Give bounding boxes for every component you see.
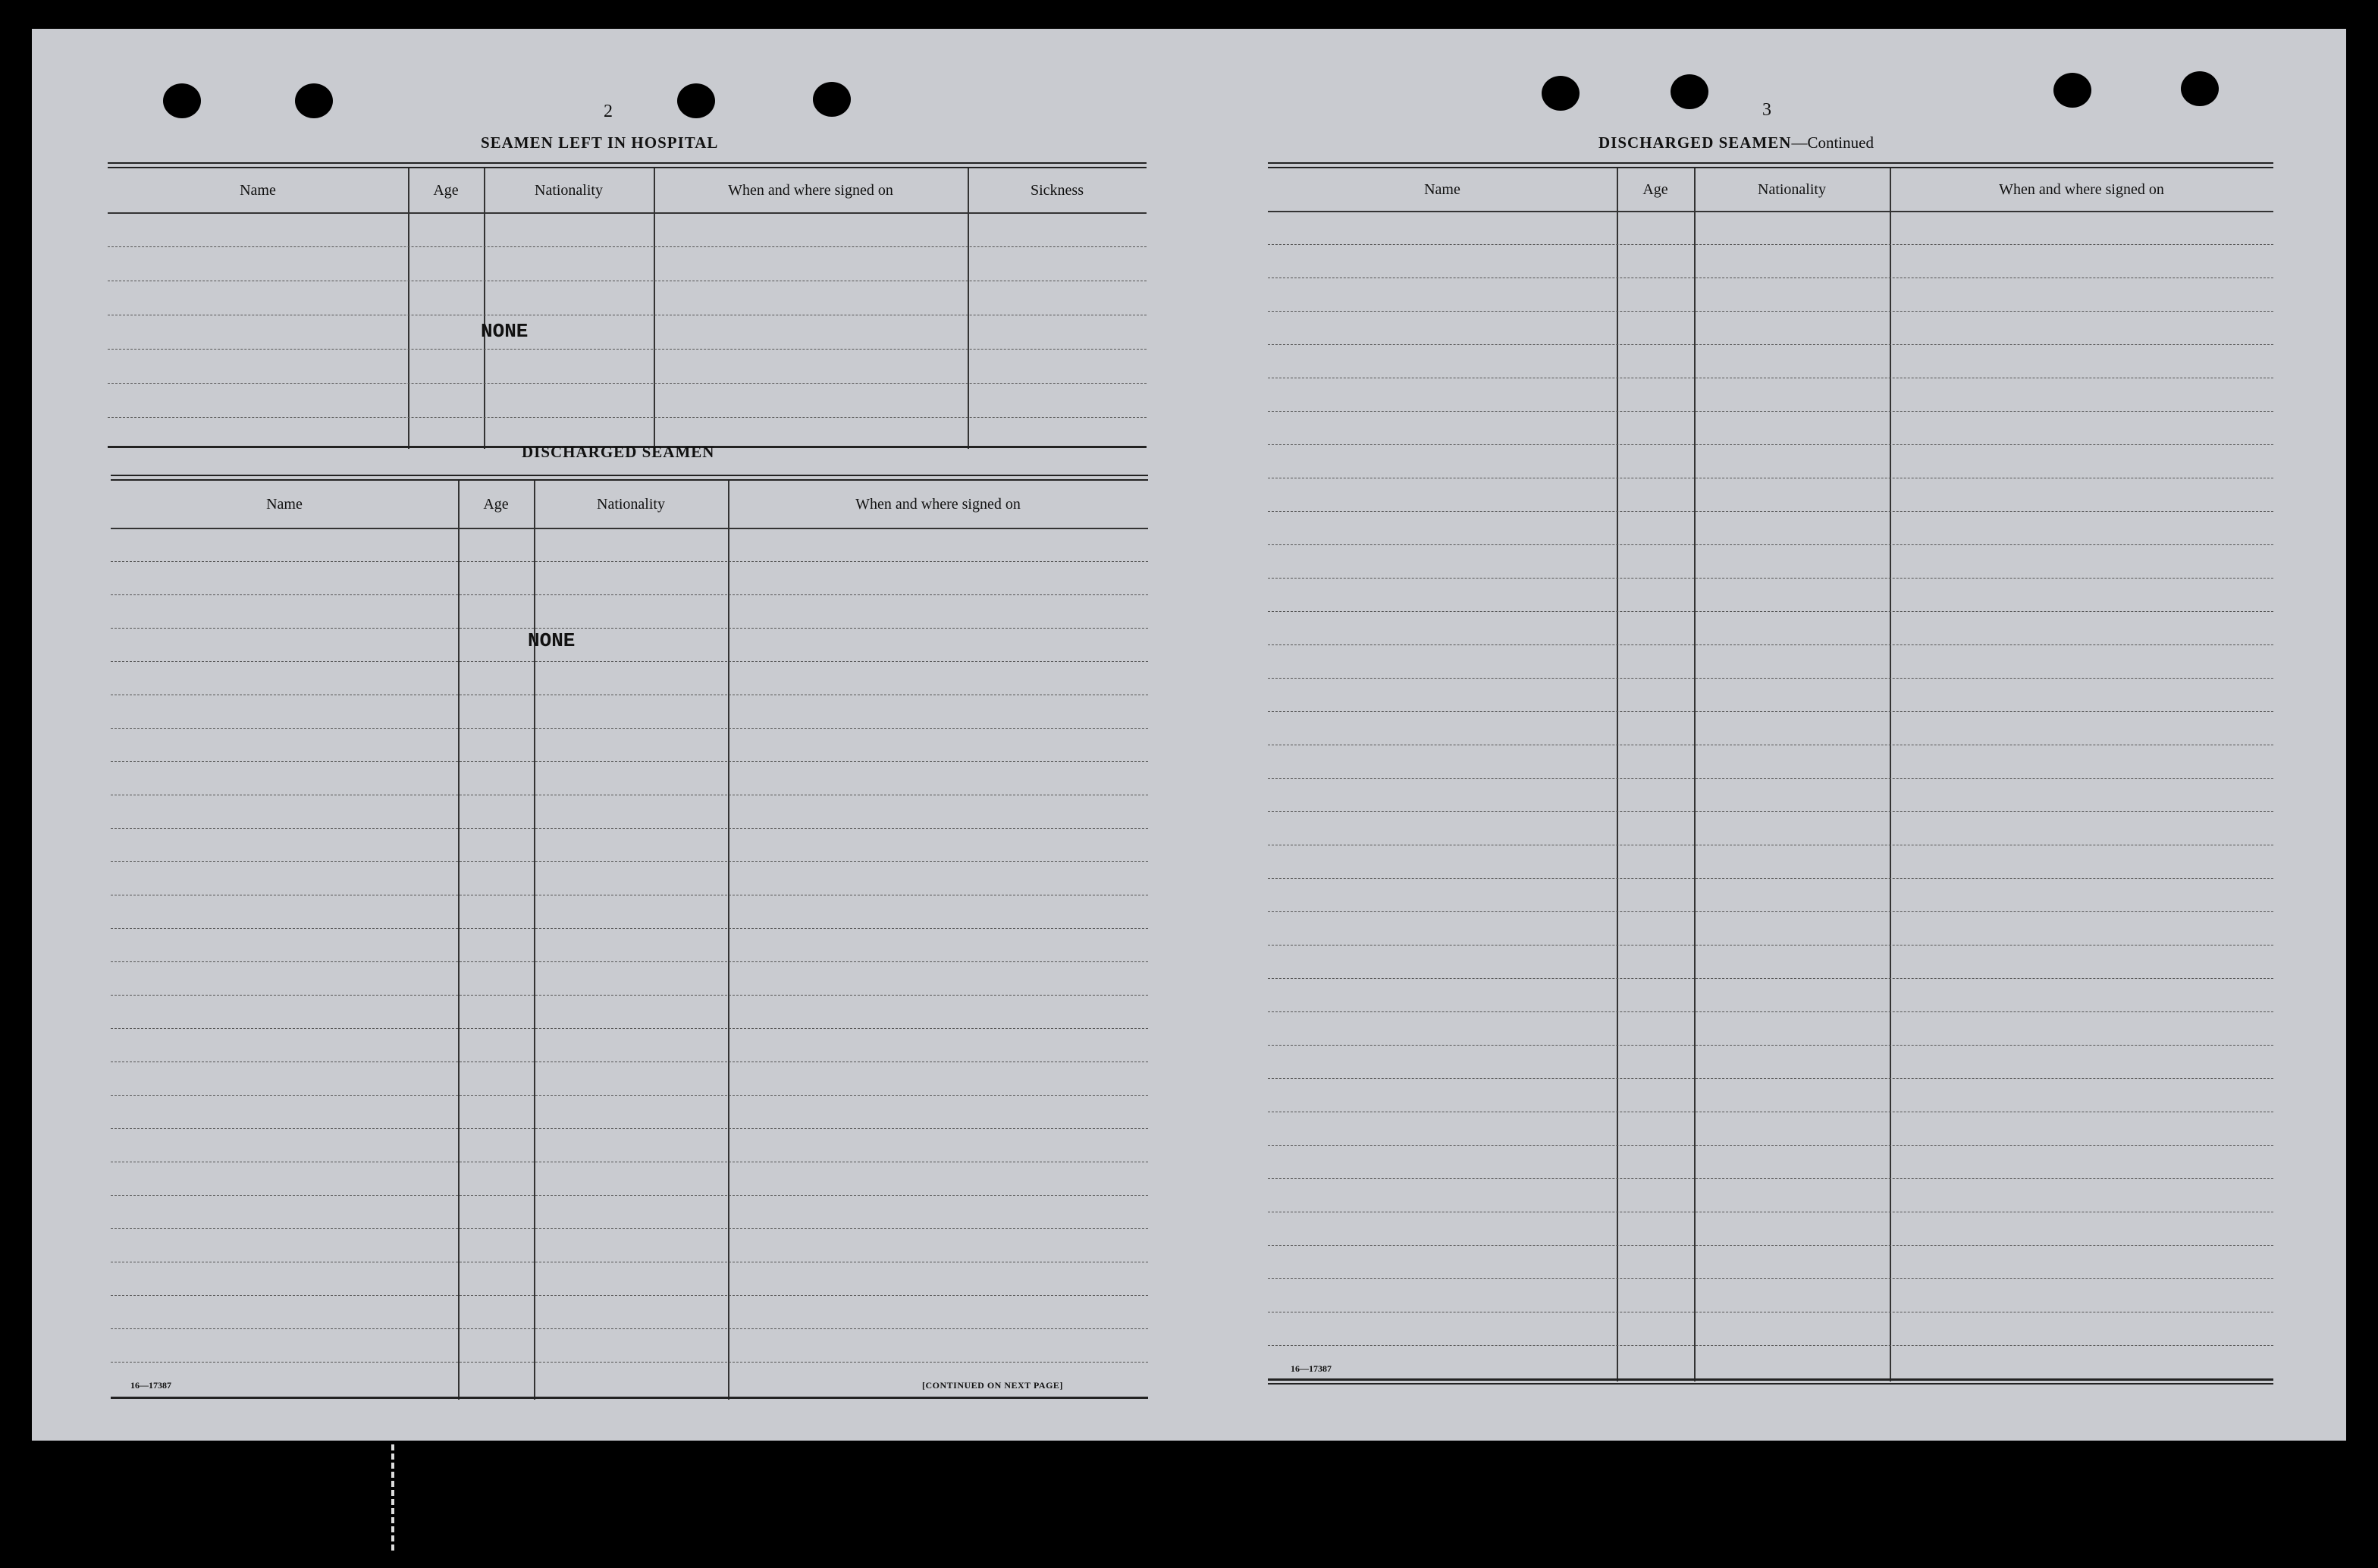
- column-header-nationality: Nationality: [535, 181, 603, 199]
- hospital-section-title: SEAMEN LEFT IN HOSPITAL: [481, 133, 719, 152]
- column-header-name: Name: [1424, 180, 1460, 198]
- punch-hole: [1671, 74, 1708, 109]
- page-number-right: 3: [1762, 100, 1771, 120]
- column-header-age: Age: [433, 181, 459, 199]
- punch-hole: [2181, 71, 2219, 106]
- column-header-signed-on: When and where signed on: [855, 495, 1021, 513]
- edge-tick-mark: [391, 1444, 397, 1551]
- punch-hole: [295, 83, 333, 118]
- discharged-continued-table: [1268, 162, 2273, 1386]
- punch-hole: [2053, 73, 2091, 108]
- continued-note: [CONTINUED ON NEXT PAGE]: [922, 1380, 1063, 1391]
- punch-hole: [813, 82, 851, 117]
- none-stamp-discharged: NONE: [528, 629, 576, 652]
- discharged-continued-title-main: DISCHARGED SEAMEN: [1598, 133, 1792, 152]
- discharged-section-title: DISCHARGED SEAMEN: [522, 443, 715, 461]
- manifest-sheet: [32, 29, 2346, 1441]
- column-header-sickness: Sickness: [1031, 181, 1084, 199]
- column-header-signed-on: When and where signed on: [728, 181, 893, 199]
- hospital-table: [108, 162, 1147, 450]
- punch-hole: [677, 83, 715, 118]
- column-header-name: Name: [266, 495, 303, 513]
- column-header-age: Age: [483, 495, 509, 513]
- page-number-left: 2: [604, 102, 613, 121]
- discharged-table: [111, 475, 1148, 1404]
- column-header-name: Name: [240, 181, 276, 199]
- column-header-nationality: Nationality: [597, 495, 665, 513]
- discharged-continued-title: [1598, 133, 1874, 152]
- column-header-signed-on: When and where signed on: [1999, 180, 2164, 198]
- punch-hole: [1542, 76, 1580, 111]
- column-header-nationality: Nationality: [1758, 180, 1826, 198]
- discharged-continued-title-suffix: —Continued: [1791, 133, 1874, 152]
- none-stamp-hospital: NONE: [481, 320, 529, 343]
- form-number-right: 16—17387: [1291, 1363, 1332, 1374]
- form-number-left: 16—17387: [130, 1380, 171, 1391]
- column-header-age: Age: [1642, 180, 1668, 198]
- punch-hole: [163, 83, 201, 118]
